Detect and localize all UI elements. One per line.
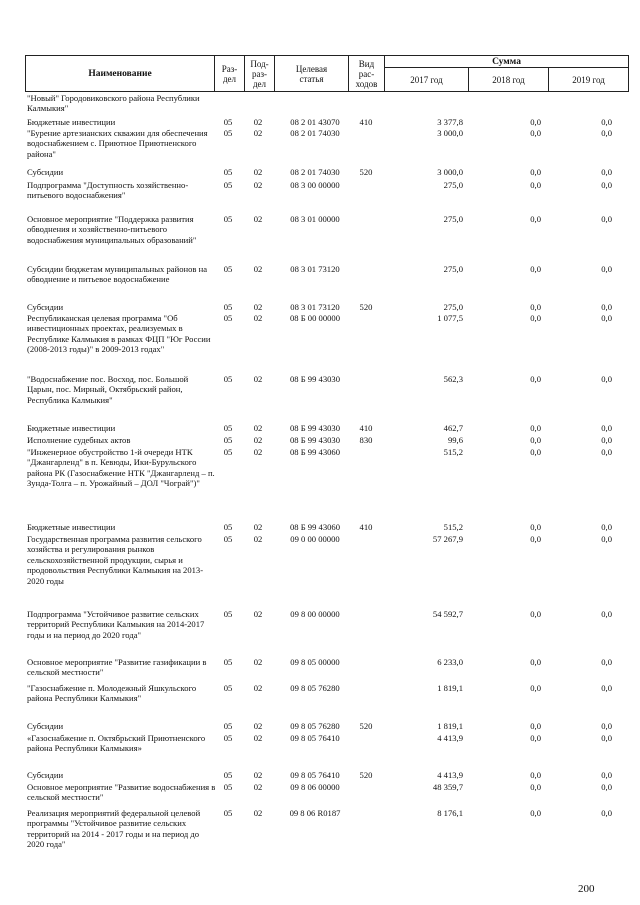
cell-s18: 0,0 <box>530 609 541 619</box>
cell-name: Республиканская целевая программа "Об инвестиционных проектах, реализуемых в Республике Калмыкия в рамках ФЦП "Юг России (2008-2013 годы)" в 2009-2013 годах" <box>27 313 211 355</box>
table-row <box>0 93 640 114</box>
cell-rz: 05 <box>223 117 233 127</box>
cell-cs: 09 8 05 00000 <box>290 657 340 667</box>
cell-s18: 0,0 <box>530 180 541 190</box>
cell-s19: 0,0 <box>601 128 612 138</box>
cell-s17: 275,0 <box>443 180 463 190</box>
cell-name: Субсидии <box>27 721 64 731</box>
cell-s19: 0,0 <box>601 782 612 792</box>
table-row <box>0 302 640 312</box>
cell-s19: 0,0 <box>601 683 612 693</box>
table-row <box>0 733 640 754</box>
cell-s19: 0,0 <box>601 302 612 312</box>
cell-name: Бюджетные инвестиции <box>27 522 116 532</box>
cell-cs: 08 3 00 00000 <box>290 180 340 190</box>
cell-s19: 0,0 <box>601 522 612 532</box>
cell-s18: 0,0 <box>530 522 541 532</box>
cell-cs: 09 8 05 76410 <box>290 733 340 743</box>
cell-pr: 02 <box>253 447 263 457</box>
cell-rz: 05 <box>223 808 233 818</box>
cell-s18: 0,0 <box>530 435 541 445</box>
cell-vr: 410 <box>359 522 373 532</box>
cell-s17: 3 000,0 <box>437 128 463 138</box>
header-2019: 2019 год <box>549 68 629 92</box>
cell-name: Бюджетные инвестиции <box>27 423 116 433</box>
cell-s18: 0,0 <box>530 683 541 693</box>
table-row <box>0 117 640 127</box>
cell-s17: 275,0 <box>443 302 463 312</box>
cell-cs: 08 2 01 74030 <box>290 128 340 138</box>
cell-name: Исполнение судебных актов <box>27 435 131 445</box>
cell-cs: 09 8 05 76410 <box>290 770 340 780</box>
cell-pr: 02 <box>253 657 263 667</box>
cell-s18: 0,0 <box>530 721 541 731</box>
table-header <box>25 55 629 92</box>
cell-rz: 05 <box>223 374 233 384</box>
cell-pr: 02 <box>253 214 263 224</box>
cell-rz: 05 <box>223 435 233 445</box>
cell-s19: 0,0 <box>601 374 612 384</box>
cell-vr: 520 <box>359 167 373 177</box>
cell-pr: 02 <box>253 180 263 190</box>
cell-cs: 08 Б 99 43030 <box>289 374 341 384</box>
cell-s19: 0,0 <box>601 808 612 818</box>
cell-s17: 8 176,1 <box>437 808 463 818</box>
cell-s18: 0,0 <box>530 264 541 274</box>
cell-s17: 48 359,7 <box>432 782 463 792</box>
cell-s17: 3 000,0 <box>437 167 463 177</box>
cell-cs: 08 3 01 73120 <box>290 302 340 312</box>
cell-s18: 0,0 <box>530 770 541 780</box>
table-row <box>0 808 640 850</box>
cell-name: Бюджетные инвестиции <box>27 117 116 127</box>
cell-pr: 02 <box>253 522 263 532</box>
header-sum: Сумма <box>385 56 629 68</box>
cell-cs: 08 2 01 43070 <box>290 117 340 127</box>
header-target-article: Целевая статья <box>275 56 349 92</box>
cell-pr: 02 <box>253 435 263 445</box>
cell-s17: 3 377,8 <box>437 117 463 127</box>
cell-cs: 08 3 01 00000 <box>290 214 340 224</box>
cell-s18: 0,0 <box>530 447 541 457</box>
cell-s18: 0,0 <box>530 117 541 127</box>
cell-pr: 02 <box>253 733 263 743</box>
cell-cs: 08 Б 99 43030 <box>289 435 341 445</box>
cell-s17: 515,2 <box>443 522 463 532</box>
cell-name: "Бурение артезианских скважин для обеспечения водоснабжением с. Приютное Приютненского района" <box>27 128 208 159</box>
cell-pr: 02 <box>253 374 263 384</box>
cell-cs: 09 8 05 76280 <box>290 721 340 731</box>
cell-rz: 05 <box>223 770 233 780</box>
cell-name: Основное мероприятие "Развитие газификации в сельской местности" <box>27 657 207 678</box>
table-row <box>0 770 640 780</box>
cell-cs: 08 Б 00 00000 <box>289 313 341 323</box>
cell-s19: 0,0 <box>601 313 612 323</box>
table-row <box>0 609 640 640</box>
cell-cs: 08 3 01 73120 <box>290 264 340 274</box>
cell-rz: 05 <box>223 128 233 138</box>
cell-name: Основное мероприятие "Поддержка развития обводнения и хозяйственно-питьевого водоснабжения муниципальных образований" <box>27 214 197 245</box>
cell-s18: 0,0 <box>530 657 541 667</box>
cell-name: Субсидии бюджетам муниципальных районов на обводнение и питьевое водоснабжение <box>27 264 208 285</box>
cell-s17: 462,7 <box>443 423 463 433</box>
cell-cs: 09 8 06 00000 <box>290 782 340 792</box>
cell-s19: 0,0 <box>601 264 612 274</box>
cell-rz: 05 <box>223 534 233 544</box>
cell-rz: 05 <box>223 657 233 667</box>
cell-cs: 09 8 06 R0187 <box>289 808 341 818</box>
cell-pr: 02 <box>253 302 263 312</box>
cell-s19: 0,0 <box>601 435 612 445</box>
table-row <box>0 180 640 201</box>
table-row <box>0 721 640 731</box>
cell-name: Подпрограмма "Устойчивое развитие сельских территорий Республики Калмыкия на 2014-2017 годы и на период до 2020 года" <box>27 609 205 640</box>
cell-cs: 09 8 00 00000 <box>290 609 340 619</box>
cell-pr: 02 <box>253 423 263 433</box>
cell-name: Субсидии <box>27 167 64 177</box>
cell-cs: 08 Б 99 43030 <box>289 423 341 433</box>
cell-pr: 02 <box>253 721 263 731</box>
cell-pr: 02 <box>253 167 263 177</box>
cell-cs: 08 Б 99 43060 <box>289 447 341 457</box>
cell-rz: 05 <box>223 180 233 190</box>
table-row <box>0 534 640 586</box>
cell-rz: 05 <box>223 782 233 792</box>
cell-rz: 05 <box>223 302 233 312</box>
cell-cs: 08 2 01 74030 <box>290 167 340 177</box>
cell-s17: 4 413,9 <box>437 733 463 743</box>
table-row <box>0 374 640 405</box>
table-row <box>0 657 640 678</box>
cell-rz: 05 <box>223 313 233 323</box>
cell-s17: 6 233,0 <box>437 657 463 667</box>
cell-rz: 05 <box>223 167 233 177</box>
header-expense-type: Вид рас- ходов <box>349 56 385 92</box>
cell-s18: 0,0 <box>530 167 541 177</box>
cell-s17: 54 592,7 <box>432 609 463 619</box>
cell-name: "Инженерное обустройство 1-й очереди НТК "Джангарленд" в п. Кевюды, Ики-Бурульского района РК (Газоснабжение НТК "Джангарленд – п. Зунда-Толга – п. Урожайный – ДОЛ "Чограй")" <box>27 447 215 489</box>
cell-pr: 02 <box>253 117 263 127</box>
cell-vr: 520 <box>359 721 373 731</box>
cell-rz: 05 <box>223 522 233 532</box>
cell-s18: 0,0 <box>530 374 541 384</box>
cell-rz: 05 <box>223 264 233 274</box>
cell-s17: 1 819,1 <box>437 683 463 693</box>
cell-s19: 0,0 <box>601 180 612 190</box>
cell-s17: 275,0 <box>443 214 463 224</box>
cell-name: "Газоснабжение п. Молодежный Яшкульского района Республики Калмыкия" <box>27 683 197 704</box>
cell-pr: 02 <box>253 609 263 619</box>
table-row <box>0 264 640 285</box>
cell-s19: 0,0 <box>601 167 612 177</box>
cell-s18: 0,0 <box>530 214 541 224</box>
cell-s19: 0,0 <box>601 214 612 224</box>
cell-s19: 0,0 <box>601 721 612 731</box>
table-row <box>0 435 640 445</box>
cell-name: «Газоснабжение п. Октябрьский Приютненского района Республики Калмыкия» <box>27 733 206 754</box>
cell-s18: 0,0 <box>530 313 541 323</box>
page-number: 200 <box>578 883 595 895</box>
cell-s19: 0,0 <box>601 770 612 780</box>
cell-vr: 520 <box>359 770 373 780</box>
cell-cs: 09 0 00 00000 <box>290 534 340 544</box>
cell-rz: 05 <box>223 214 233 224</box>
cell-s17: 562,3 <box>443 374 463 384</box>
cell-pr: 02 <box>253 683 263 693</box>
cell-vr: 520 <box>359 302 373 312</box>
table-row <box>0 782 640 803</box>
header-2017: 2017 год <box>385 68 469 92</box>
cell-pr: 02 <box>253 808 263 818</box>
cell-s18: 0,0 <box>530 782 541 792</box>
cell-s19: 0,0 <box>601 534 612 544</box>
cell-cs: 09 8 05 76280 <box>290 683 340 693</box>
cell-pr: 02 <box>253 313 263 323</box>
table-row <box>0 447 640 489</box>
header-podrazdel: Под- раз- дел <box>245 56 275 92</box>
cell-name: Субсидии <box>27 770 64 780</box>
cell-s18: 0,0 <box>530 423 541 433</box>
cell-s19: 0,0 <box>601 423 612 433</box>
cell-name: Государственная программа развития сельского хозяйства и регулирования рынков сельскохозяйственной продукции, сырья и продовольствия Республики Калмыкия на 2013-2020 годы <box>27 534 204 586</box>
cell-s17: 99,6 <box>447 435 463 445</box>
header-name: Наименование <box>26 56 215 92</box>
cell-s18: 0,0 <box>530 302 541 312</box>
cell-vr: 410 <box>359 117 373 127</box>
cell-name: Основное мероприятие "Развитие водоснабжения в сельской местности" <box>27 782 216 803</box>
cell-s17: 1 819,1 <box>437 721 463 731</box>
cell-s17: 4 413,9 <box>437 770 463 780</box>
cell-name: Реализация мероприятий федеральной целевой программы "Устойчивое развитие сельских территорий на 2014 - 2017 годы и на период до 2020 года" <box>27 808 201 850</box>
cell-rz: 05 <box>223 683 233 693</box>
cell-pr: 02 <box>253 128 263 138</box>
cell-name: Субсидии <box>27 302 64 312</box>
table-row <box>0 167 640 177</box>
cell-name: "Новый" Городовиковского района Республики Калмыкия" <box>27 93 200 114</box>
cell-vr: 410 <box>359 423 373 433</box>
table-row <box>0 683 640 704</box>
cell-s17: 57 267,9 <box>432 534 463 544</box>
cell-s18: 0,0 <box>530 733 541 743</box>
header-2018: 2018 год <box>469 68 549 92</box>
cell-s19: 0,0 <box>601 657 612 667</box>
cell-s19: 0,0 <box>601 117 612 127</box>
cell-rz: 05 <box>223 447 233 457</box>
cell-rz: 05 <box>223 721 233 731</box>
cell-s17: 515,2 <box>443 447 463 457</box>
table-row <box>0 423 640 433</box>
cell-s19: 0,0 <box>601 733 612 743</box>
header-razdel: Раз- дел <box>215 56 245 92</box>
cell-s18: 0,0 <box>530 808 541 818</box>
table-row <box>0 313 640 355</box>
cell-rz: 05 <box>223 733 233 743</box>
cell-name: Подпрограмма "Доступность хозяйственно-питьевого водоснабжения" <box>27 180 189 201</box>
cell-pr: 02 <box>253 264 263 274</box>
table-row <box>0 522 640 532</box>
cell-vr: 830 <box>359 435 373 445</box>
cell-rz: 05 <box>223 609 233 619</box>
table-row <box>0 128 640 159</box>
cell-s17: 1 077,5 <box>437 313 463 323</box>
table-row <box>0 214 640 245</box>
cell-s18: 0,0 <box>530 534 541 544</box>
cell-s19: 0,0 <box>601 609 612 619</box>
cell-s17: 275,0 <box>443 264 463 274</box>
cell-s19: 0,0 <box>601 447 612 457</box>
cell-pr: 02 <box>253 534 263 544</box>
cell-name: "Водоснабжение пос. Восход, пос. Большой Царын, пос. Мирный, Октябрьский район, Республика Калмыкия" <box>27 374 189 405</box>
cell-s18: 0,0 <box>530 128 541 138</box>
cell-rz: 05 <box>223 423 233 433</box>
cell-pr: 02 <box>253 782 263 792</box>
cell-cs: 08 Б 99 43060 <box>289 522 341 532</box>
cell-pr: 02 <box>253 770 263 780</box>
